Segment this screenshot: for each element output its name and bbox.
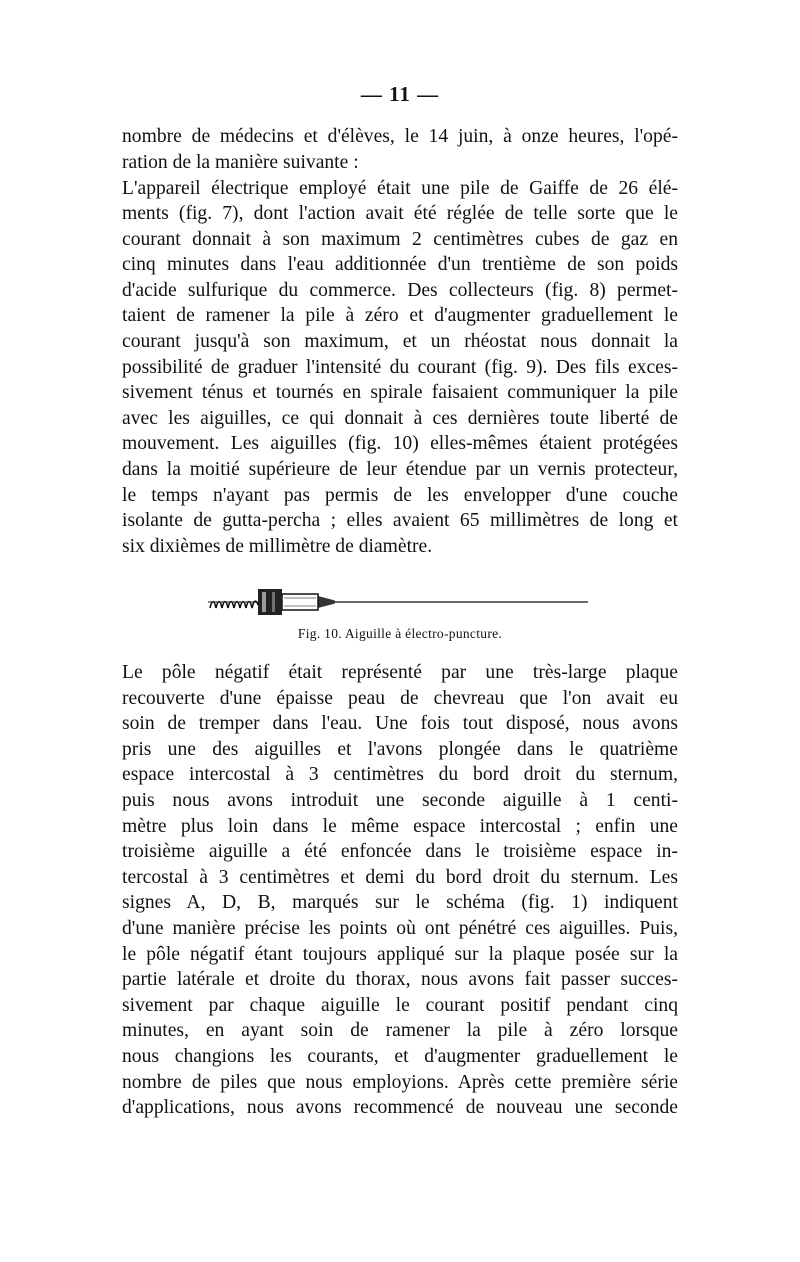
text-line: puis nous avons introduit une seconde aiguille à 1 centi- bbox=[122, 789, 678, 811]
text-line: sivement par chaque aiguille le courant positif pendant cinq bbox=[122, 994, 678, 1016]
text-line: tercostal à 3 centimètres et demi du bord droit du sternum. Les bbox=[122, 866, 678, 888]
text-line: recouverte d'une épaisse peau de chevreau que l'on avait eu bbox=[122, 687, 678, 709]
paragraph-2 bbox=[122, 176, 678, 560]
text-line: mouvement. Les aiguilles (fig. 10) elles-mêmes étaient protégées bbox=[122, 433, 678, 455]
text-line: minutes, en ayant soin de ramener la pile à zéro lorsque bbox=[122, 1020, 678, 1042]
text-line: isolante de gutta-percha ; elles avaient 65 millimètres de long et bbox=[122, 510, 678, 532]
text-line: sivement ténus et tournés en spirale faisaient communiquer la pile bbox=[122, 382, 678, 404]
text-line: pris une des aiguilles et l'avons plongée dans le quatrième bbox=[122, 738, 678, 760]
text-line: Le pôle négatif était représenté par une très-large plaque bbox=[122, 662, 678, 683]
text-line: le temps n'ayant pas permis de les envelopper d'une couche bbox=[122, 484, 678, 506]
text-line: nous changions les courants, et d'augmenter graduellement le bbox=[122, 1045, 678, 1067]
text-line: nombre de médecins et d'élèves, le 14 juin, à onze heures, l'opé- bbox=[122, 126, 678, 147]
text-line: courant jusqu'à son maximum, et un rhéostat nous donnait la bbox=[122, 331, 678, 353]
text-line: ration de la manière suivante : bbox=[122, 151, 359, 173]
text-line: signes A, D, B, marqués sur le schéma (fig. 1) indiquent bbox=[122, 892, 678, 914]
text-line: partie latérale et droite du thorax, nous avons fait passer succes- bbox=[122, 969, 678, 991]
text-line: taient de ramener la pile à zéro et d'augmenter graduellement le bbox=[122, 305, 678, 327]
text-line: avec les aiguilles, ce qui donnait à ces dernières toute liberté de bbox=[122, 407, 678, 429]
text-line: d'une manière précise les points où ont pénétré ces aiguilles. Puis, bbox=[122, 917, 678, 939]
text-line: d'applications, nous avons recommencé de nouveau une seconde bbox=[122, 1097, 678, 1119]
paragraph-1 bbox=[122, 124, 678, 175]
text-line: cinq minutes dans l'eau additionnée d'un trentième de son poids bbox=[122, 254, 678, 276]
paragraph-3 bbox=[122, 660, 678, 1121]
text-line: six dixièmes de millimètre de diamètre. bbox=[122, 535, 433, 557]
needle-figure-icon bbox=[200, 583, 600, 623]
page-number: — 11 — bbox=[360, 82, 440, 106]
text-line: le pôle négatif étant toujours appliqué sur la plaque posée sur la bbox=[122, 943, 678, 965]
text-line: dans la moitié supérieure de leur étendue par un vernis protecteur, bbox=[122, 459, 678, 481]
text-line: d'acide sulfurique du commerce. Des collecteurs (fig. 8) permet- bbox=[122, 279, 678, 301]
text-line: ments (fig. 7), dont l'action avait été réglée de telle sorte que le bbox=[122, 203, 678, 225]
needle-illustration bbox=[200, 583, 600, 623]
text-line: nombre de piles que nous employions. Après cette première série bbox=[122, 1071, 678, 1093]
text-line: espace intercostal à 3 centimètres du bord droit du sternum, bbox=[122, 764, 678, 786]
text-line: possibilité de graduer l'intensité du courant (fig. 9). Des fils exces- bbox=[122, 356, 678, 378]
text-line: L'appareil électrique employé était une pile de Gaiffe de 26 élé- bbox=[122, 177, 678, 199]
text-line: troisième aiguille a été enfoncée dans le troisième espace in- bbox=[122, 841, 678, 863]
text-line: soin de tremper dans l'eau. Une fois tout disposé, nous avons bbox=[122, 713, 678, 735]
figure-caption: Fig. 10. Aiguille à électro-puncture. bbox=[297, 626, 503, 641]
text-line: mètre plus loin dans le même espace intercostal ; enfin une bbox=[122, 815, 678, 837]
text-line: courant donnait à son maximum 2 centimètres cubes de gaz en bbox=[122, 228, 678, 250]
